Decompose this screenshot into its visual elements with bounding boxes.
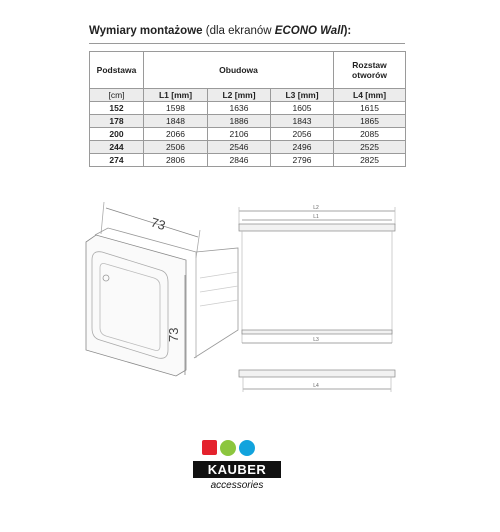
logo-tagline: accessories [210, 480, 264, 491]
table-cell: 200 [90, 128, 144, 141]
table-cell: 1615 [334, 102, 406, 115]
front-view-drawing [239, 207, 395, 392]
header-obudowa: Obudowa [144, 52, 334, 89]
dim-width-label: 73 [149, 214, 168, 234]
logo-red-square-icon [202, 440, 217, 455]
table-cell: 1605 [271, 102, 334, 115]
title-italic: ECONO Wall [274, 25, 344, 37]
technical-drawing [0, 180, 500, 420]
dim-l1-label: L1 [313, 214, 319, 220]
table-row [90, 128, 406, 141]
page-title [89, 25, 351, 37]
table-cell: 2796 [271, 154, 334, 167]
table-cell: 2846 [208, 154, 271, 167]
unit-cell: [cm] [90, 89, 144, 102]
dim-l2-label: L2 [313, 205, 319, 211]
table-cell: 2496 [271, 141, 334, 154]
table-cell: 2056 [271, 128, 334, 141]
table-cell: 2085 [334, 128, 406, 141]
kauber-logo [180, 432, 320, 502]
table-cell: 1598 [144, 102, 208, 115]
title-bold: Wymiary montażowe [89, 25, 203, 37]
table-cell: 2525 [334, 141, 406, 154]
logo-brand: KAUBER [193, 461, 281, 478]
table-header-row [90, 52, 406, 89]
table-cell: 1636 [208, 102, 271, 115]
unit-cell: L2 [mm] [208, 89, 271, 102]
table-row [90, 141, 406, 154]
table-units-row [90, 89, 406, 102]
table-cell: 2106 [208, 128, 271, 141]
table-cell: 2825 [334, 154, 406, 167]
table-cell: 274 [90, 154, 144, 167]
unit-cell: L4 [mm] [334, 89, 406, 102]
table-cell: 1865 [334, 115, 406, 128]
unit-cell: L3 [mm] [271, 89, 334, 102]
table-cell: 1843 [271, 115, 334, 128]
table-cell: 2546 [208, 141, 271, 154]
header-podstawa: Podstawa [90, 52, 144, 89]
header-rozstaw: Rozstaw otworów [334, 52, 406, 89]
table-cell: 152 [90, 102, 144, 115]
table-row [90, 154, 406, 167]
title-end: ): [343, 25, 352, 37]
dim-l4-label: L4 [313, 383, 319, 389]
dimensions-table [89, 51, 406, 167]
table-cell: 178 [90, 115, 144, 128]
table-cell: 2506 [144, 141, 208, 154]
title-divider [89, 43, 405, 44]
table-row [90, 102, 406, 115]
table-cell: 1886 [208, 115, 271, 128]
title-light: (dla ekranów [202, 25, 275, 37]
dim-l3-label: L3 [313, 337, 319, 343]
table-cell: 2066 [144, 128, 208, 141]
table-cell: 2806 [144, 154, 208, 167]
unit-cell: L1 [mm] [144, 89, 208, 102]
logo-green-circle-icon [220, 440, 236, 456]
table-cell: 244 [90, 141, 144, 154]
table-row [90, 115, 406, 128]
table-cell: 1848 [144, 115, 208, 128]
logo-blue-circle-icon [239, 440, 255, 456]
dim-height-label: 73 [166, 327, 181, 342]
